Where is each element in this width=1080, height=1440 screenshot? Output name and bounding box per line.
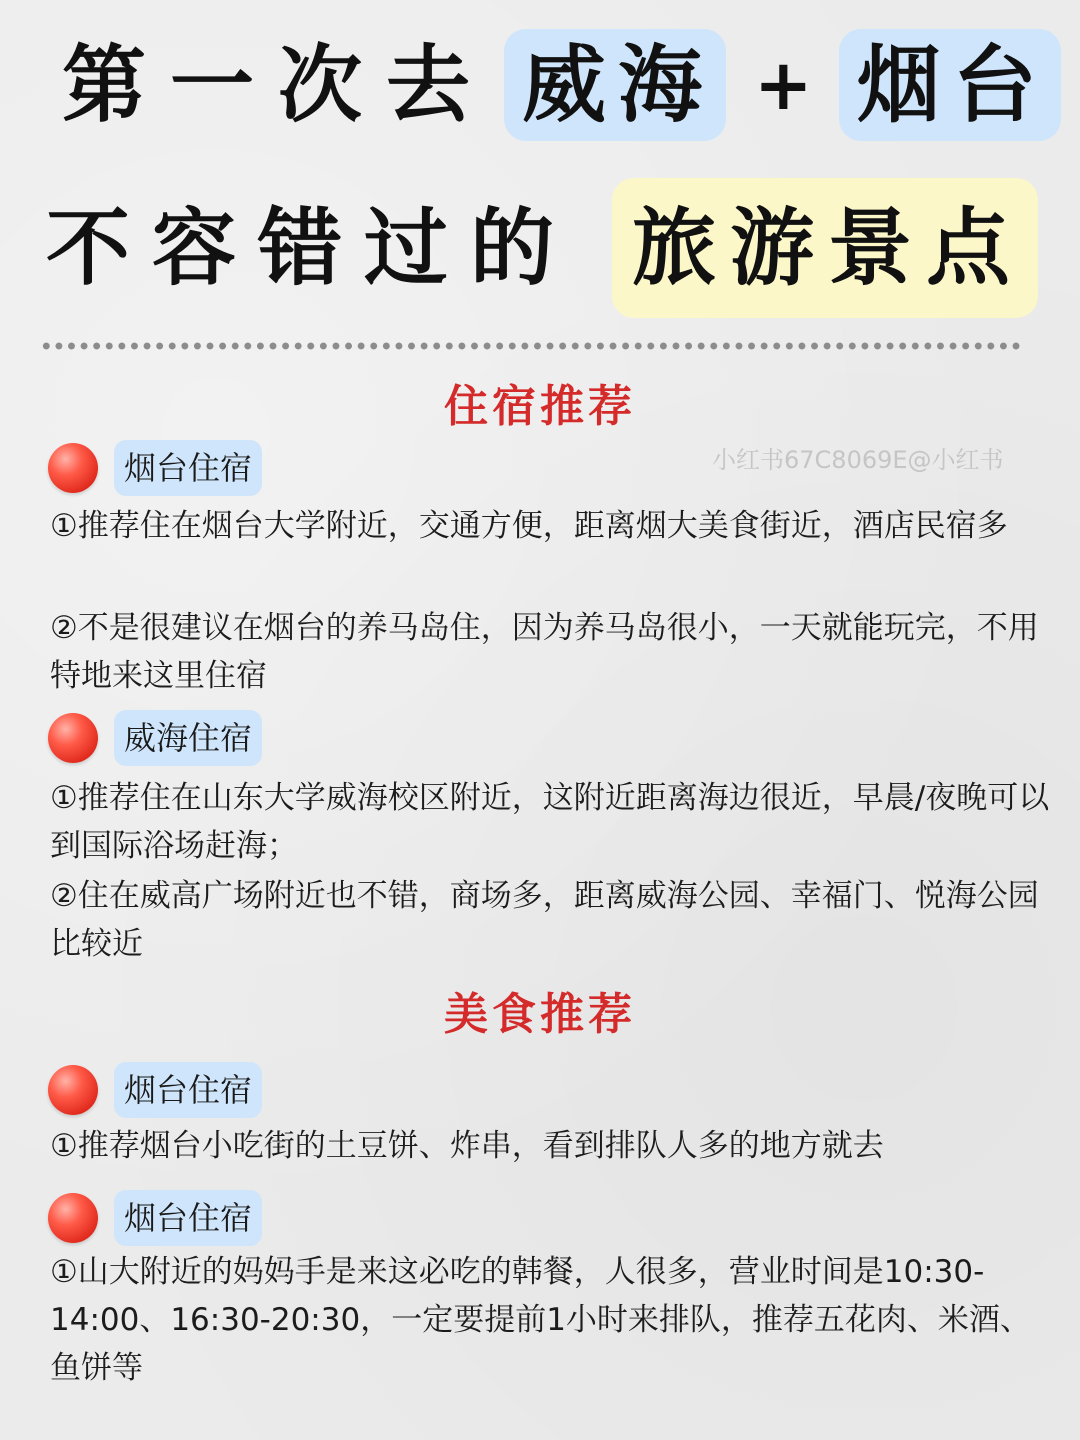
title-subtitle: 不容错过的 [46, 199, 577, 297]
subheading-yantai-lodging [48, 440, 262, 496]
red-dot-icon [48, 713, 98, 763]
list-item: ①山大附近的妈妈手是来这必吃的韩餐，人很多，营业时间是10:30-14:00、16:30-20:30，一定要提前1小时来排队，推荐五花肉、米酒、鱼饼等 [50, 1254, 1031, 1386]
red-dot-icon [48, 443, 98, 493]
section-heading-lodging: 住宿推荐 [444, 381, 636, 432]
section-heading-food: 美食推荐 [444, 989, 636, 1040]
subheading-tag: 烟台住宿 [114, 1190, 262, 1246]
title-line-2 [0, 178, 1080, 318]
subheading-weihai-lodging [48, 710, 262, 766]
title-prefix: 第一次去 [62, 35, 495, 134]
dotted-divider [40, 340, 1025, 352]
subheading-tag: 烟台住宿 [114, 440, 262, 496]
list-item: ①推荐烟台小吃街的土豆饼、炸串，看到排队人多的地方就去 [50, 1128, 884, 1164]
title-highlight: 旅游景点 [612, 178, 1038, 318]
title-city-weihai: 威海 [504, 29, 726, 141]
subheading-tag: 烟台住宿 [114, 1062, 262, 1118]
subheading-tag: 威海住宿 [114, 710, 262, 766]
red-dot-icon [48, 1193, 98, 1243]
list-item: ②住在威高广场附近也不错，商场多，距离威海公园、幸福门、悦海公园比较近 [50, 878, 1039, 962]
title-line-1 [0, 22, 1080, 147]
red-dot-icon [48, 1065, 98, 1115]
subheading-food-1 [48, 1062, 262, 1118]
list-item: ②不是很建议在烟台的养马岛住，因为养马岛很小，一天就能玩完，不用特地来这里住宿 [50, 610, 1039, 694]
list-item: ①推荐住在山东大学威海校区附近，这附近距离海边很近，早晨/夜晚可以到国际浴场赶海； [50, 780, 1050, 864]
title-city-yantai: 烟台 [839, 29, 1061, 141]
subheading-food-2 [48, 1190, 262, 1246]
list-item: ①推荐住在烟台大学附近，交通方便，距离烟大美食街近，酒店民宿多 [50, 508, 1008, 544]
title-plus: + [754, 43, 813, 126]
watermark: 小红书67C8069E@小红书 [712, 446, 1004, 474]
